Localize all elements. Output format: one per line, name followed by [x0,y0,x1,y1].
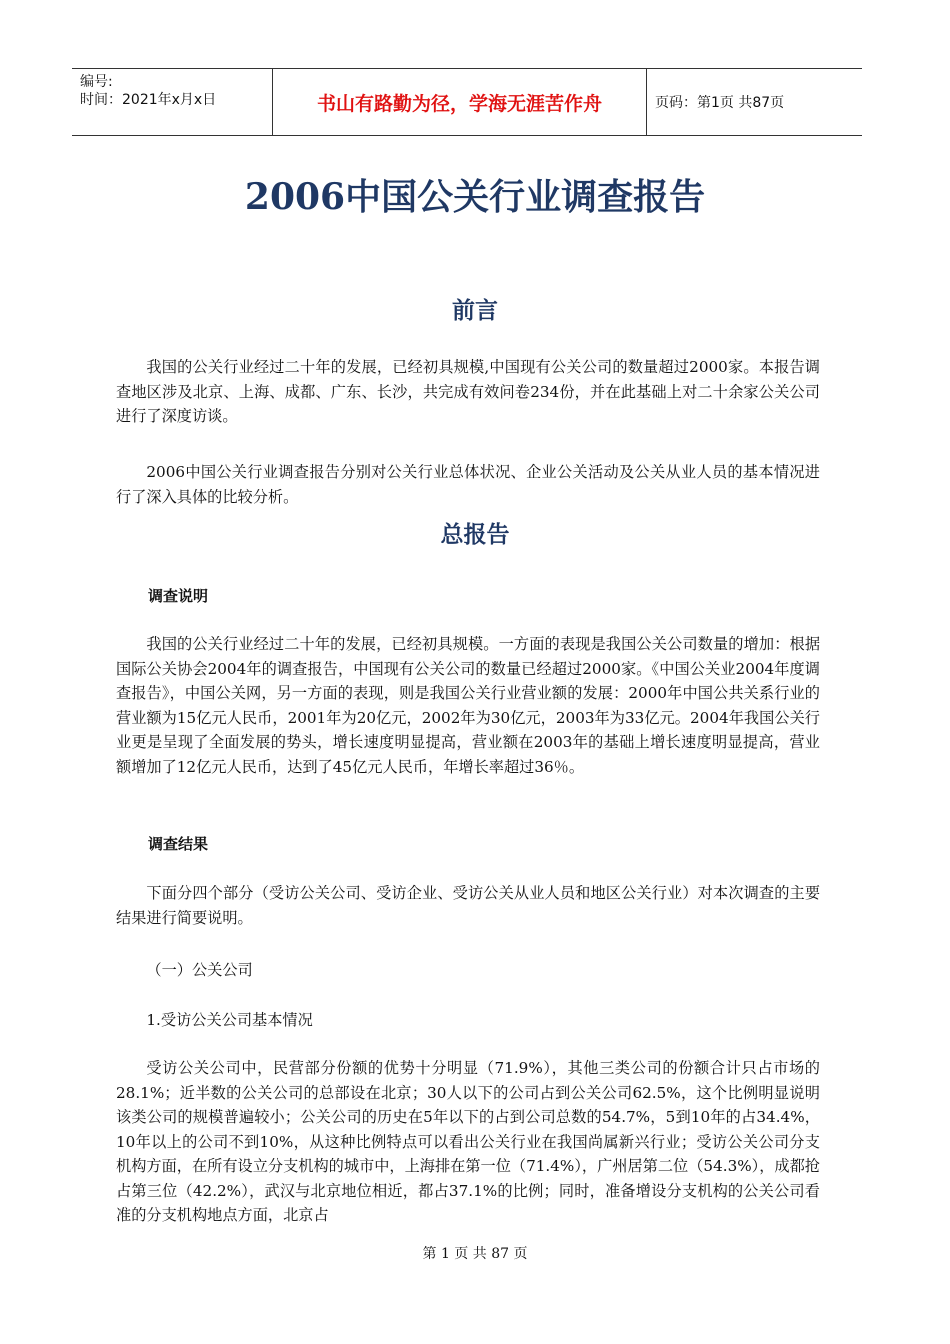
part-one-subheading [116,1008,820,1033]
preface-paragraph-2 [116,460,820,509]
header-time-label: 时间：2021年x月x日 [80,92,217,108]
part-one-heading [116,958,820,983]
survey-results-heading: 调查结果 [148,835,209,853]
paragraph-text: 下面分四个部分（受访公关公司、受访企业、受访公关从业人员和地区公关行业）对本次调查的主要结果进行简要说明。 [116,884,820,927]
survey-description-heading: 调查说明 [148,587,209,605]
header-meta [72,69,273,135]
paragraph-text: 我国的公关行业经过二十年的发展，已经初具规模。一方面的表现是我国公关公司数量的增加：根据国际公关协会2004年的调查报告，中国现有公关公司的数量已经超过2000家。《中国公关业2004年度调查报告》，中国公关网，另一方面的表现，则是我国公关行业营业额的发展：2000年中国公共关系行业的营业额为15亿元人民币，2001年为20亿元，2002年为30亿元，2003年为33亿元。2004年我国公关行业更是呈现了全面发展的势头，增长速度明显提高，营业额在2003年的基础上增长速度明显提高，营业额增加了12亿元人民币，达到了45亿元人民币，年增长率超过36％。 [116,635,820,776]
paragraph-text: 2006中国公关行业调查报告分别对公关行业总体状况、企业公关活动及公关从业人员的基本情况进行了深入具体的比较分析。 [116,463,820,506]
header-page-info: 页码：第1页 共87页 [655,95,785,111]
survey-results-paragraph [116,881,820,930]
paragraph-text: 1.受访公关公司基本情况 [146,1011,313,1029]
preface-heading: 前言 [452,297,498,324]
page-header [72,68,862,136]
page-footer: 第 1 页 共 87 页 [422,1246,528,1262]
paragraph-text: 受访公关公司中，民营部分份额的优势十分明显（71.9%），其他三类公司的份额合计只占市场的28.1%；近半数的公关公司的总部设在北京；30人以下的公司占到公关公司62.5%，这个比例明显说明该类公司的规模普遍较小；公关公司的历史在5年以下的占到公司总数的54.7%，5到10年的占34.4%，10年以上的公司不到10%，从这种比例特点可以看出公关行业在我国尚属新兴行业；受访公关公司分支机构方面，在所有设立分支机构的城市中，上海排在第一位（71.4%），广州居第二位（54.3%），成都抢占第三位（42.2%），武汉与北京地位相近，都占37.1%的比例；同时，准备增设分支机构的公关公司看准的分支机构地点方面，北京占 [116,1059,820,1224]
preface-paragraph-1 [116,355,820,429]
document-title: 2006中国公关行业调查报告 [244,176,706,218]
paragraph-text: 我国的公关行业经过二十年的发展，已经初具规模,中国现有公关公司的数量超过2000家。本报告调查地区涉及北京、上海、成都、广东、长沙，共完成有效问卷234份，并在此基础上对二十余家公关公司进行了深度访谈。 [116,358,820,425]
general-report-heading: 总报告 [440,521,510,548]
paragraph-text: （一）公关公司 [146,961,253,979]
header-number-label: 编号: [80,74,113,90]
survey-description-paragraph [116,632,820,779]
header-motto: 书山有路勤为径，学海无涯苦作舟 [273,69,647,135]
part-one-paragraph [116,1056,820,1228]
